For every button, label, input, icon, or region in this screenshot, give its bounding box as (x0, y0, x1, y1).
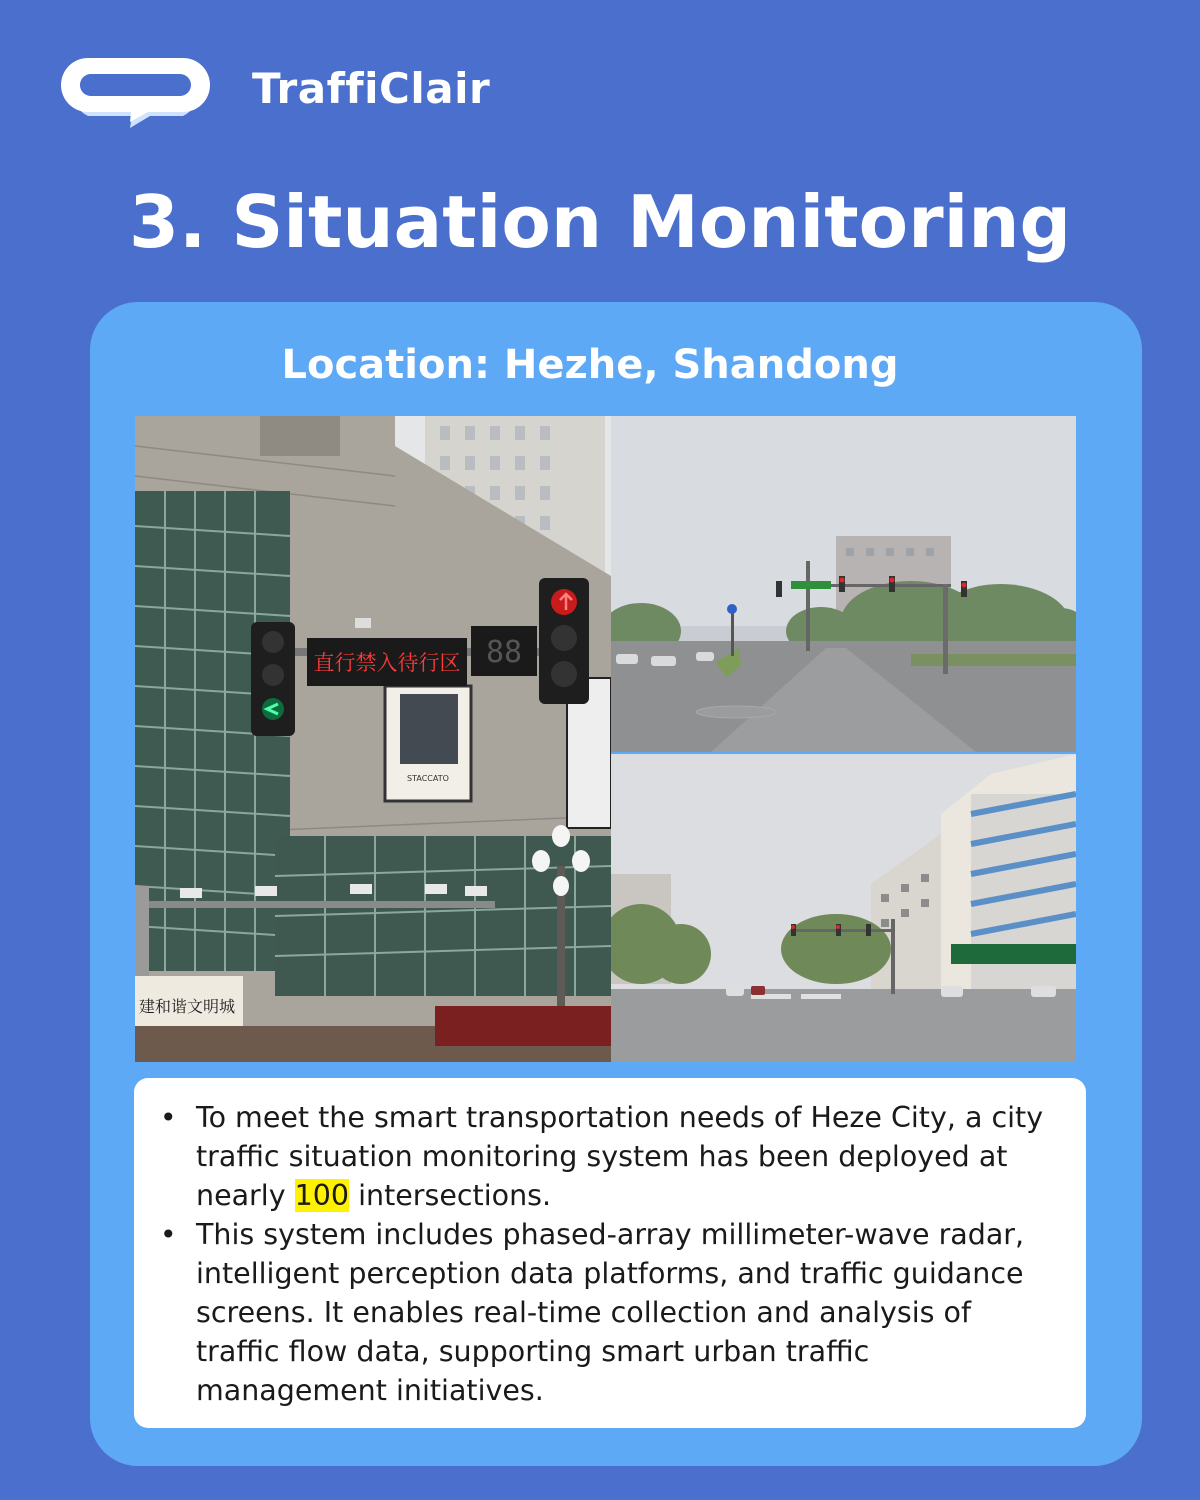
street-view-photo (611, 754, 1076, 1062)
highlighted-number: 100 (294, 1179, 350, 1212)
bullet-text: This system includes phased-array millimeter-wave radar, intelligent perception data platforms, and traffic guidance screens. It enables real-time collection and analysis of traffic flow data, supporting smart urban traffic management initiatives. (196, 1218, 1025, 1407)
brand-name: TraffiClair (252, 64, 491, 113)
bullet-text: To meet the smart transportation needs of Heze City, a city traffic situation monitoring system has been deployed at nearly (196, 1101, 1044, 1212)
banner-text: 建和谐文明城 (139, 997, 236, 1016)
billboard-text: STACCATO (407, 774, 449, 783)
content-card (90, 302, 1142, 1466)
location-heading: Location: Hezhe, Shandong (281, 342, 899, 388)
brand-logo-icon (58, 52, 218, 132)
bullet-list (156, 1098, 1060, 1410)
traffic-signal-photo (135, 416, 611, 1062)
description-box (134, 1078, 1086, 1428)
bullet-item (156, 1215, 1060, 1410)
bullet-item (156, 1098, 1060, 1215)
page-title: 3. Situation Monitoring (128, 180, 1072, 264)
road-intersection-photo (611, 416, 1076, 752)
bullet-text: intersections. (349, 1179, 552, 1212)
countdown-text: 88 (485, 635, 523, 670)
led-sign-text: 直行禁入待行区 (313, 651, 461, 675)
photo-collage (135, 416, 1076, 1062)
